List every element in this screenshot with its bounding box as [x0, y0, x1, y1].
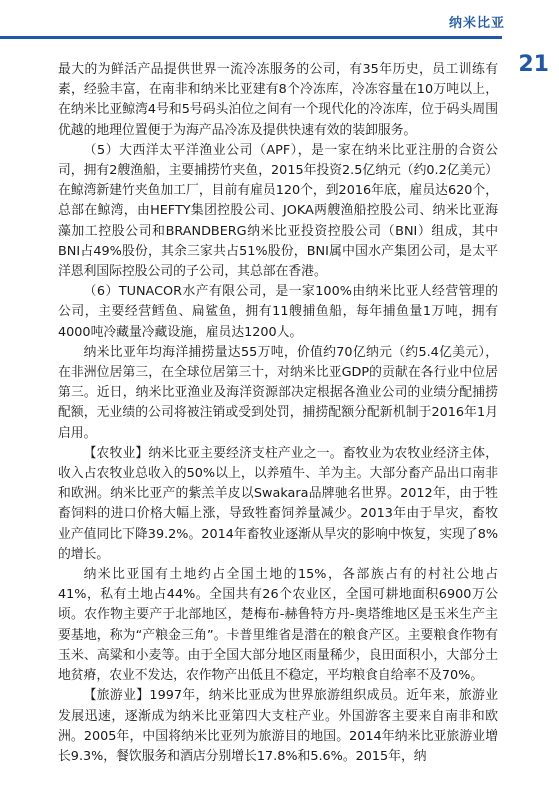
- paragraph-land-crops: 纳米比亚国有土地约占全国土地的15%，各部族占有的村社公地占41%，私有土地占44%。全国共有26个农业区，全国可耕地面积6900万公顷。农作物主要产于北部地区，楚梅布-赫鲁特方丹-奥塔维地区是玉米生产主要基地，称为“产粮金三角”。卡普里维省是潜在的粮食产区。主要粮食作物有玉米、高粱和小麦等。由于全国大部分地区雨量稀少，良田面积小，大部分土地贫瘠，农业不发达，农作物产出低且不稳定，平均粮食自给率不及70%。: [58, 567, 498, 684]
- page-number: 21: [518, 52, 549, 77]
- paragraph-apf-company: （5）大西洋太平洋渔业公司（APF），是一家在纳米比亚注册的合资公司，拥有2艘渔船，主要捕捞竹夹鱼，2015年投资2.5亿纳元（约0.2亿美元）在鲸湾新建竹夹鱼加工厂，目前有雇员120个，到2016年底，雇员达620个，总部在鲸湾，由HEFTY集团控股公司、JOKA两艘渔船控股公司、纳米比亚海藻加工控股公司和BRANDBERG纳米比亚投资控股公司（BNI）组成，其中BNI占49%股份，其余三家共占51%股份，BNI属中国水产集团公司，是太平洋恩利国际控股公司的子公司，其总部在香港。: [58, 142, 498, 280]
- header-rule: [0, 36, 502, 39]
- paragraph-tunacor-company: （6）TUNACOR水产有限公司，是一家100%由纳米比亚人经营管理的公司，主要经营鳕鱼、扁鲨鱼，拥有11艘捕鱼船，每年捕鱼量1万吨，拥有4000吨冷藏量冷藏设施，雇员达1200人。: [58, 284, 498, 340]
- paragraph-tourism: 【旅游业】1997年，纳米比亚成为世界旅游组织成员。近年来，旅游业发展迅速，逐渐成为纳米比亚第四大支柱产业。外国游客主要来自南非和欧洲。2005年，中国将纳米比亚列为旅游目的地国。2014年纳米比亚旅游业增长9.3%，餐饮服务和酒店分别增长17.8%和5.6%。2015年，纳: [58, 688, 498, 764]
- paragraph-agriculture-livestock: 【农牧业】纳米比亚主要经济支柱产业之一。畜牧业为农牧业经济主体，收入占农牧业总收入的50%以上，以养殖牛、羊为主。大部分畜产品出口南非和欧洲。纳米比亚产的紫羔羊皮以Swakara品牌驰名世界。2012年，由于牲畜饲料的进口价格大幅上涨，导致牲畜饲养量减少。2013年由于旱灾，畜牧业产值同比下降39.2%。2014年畜牧业逐渐从旱灾的影响中恢复，实现了8%的增长。: [58, 445, 498, 562]
- paragraph-cold-storage: 最大的为鲜活产品提供世界一流冷冻服务的公司，有35年历史，员工训练有素，经验丰富，在南非和纳米比亚建有8个冷冻库，冷冻容量在10万吨以上，在纳米比亚鲸湾4号和5号码头泊位之间有一个现代化的冷冻库，位于码头周围优越的地理位置便于为海产品冷冻及提供快速有效的装卸服务。: [58, 62, 498, 138]
- body-text: [58, 60, 498, 767]
- running-header-title: 纳米比亚: [448, 16, 505, 31]
- paragraph-fishing-catch: 纳米比亚年均海洋捕捞量达55万吨，价值约70亿纳元（约5.4亿美元），在非洲位居第三，在全球位居第三十，对纳米比亚GDP的贡献在各行业中位居第三。近日，纳米比亚渔业及海洋资源部决定根据各渔业公司的业绩分配捕捞配额，无业绩的公司将被注销或受到处罚，捕捞配额分配新机制于2016年1月启用。: [58, 344, 498, 441]
